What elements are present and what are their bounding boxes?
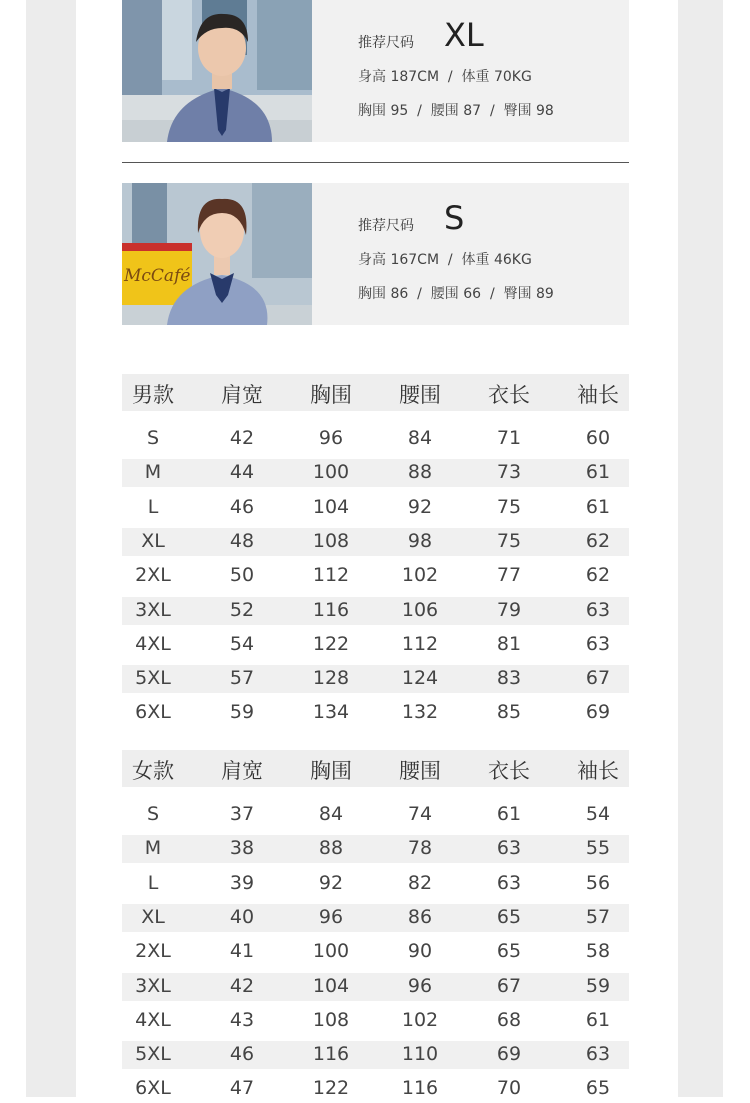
table-cell: 122 <box>312 633 350 655</box>
measurements-text: 胸围 86 / 腰围 66 / 臀围 89 <box>358 286 554 302</box>
table-cell: 90 <box>407 940 433 962</box>
table-cell: 39 <box>229 872 255 894</box>
table-header <box>122 750 629 787</box>
table-cell: 70 <box>496 1077 522 1099</box>
table-cell: 86 <box>407 906 433 928</box>
table-cell: 77 <box>496 564 522 586</box>
table-cell: 58 <box>585 940 611 962</box>
table-cell: 88 <box>318 837 344 859</box>
table-row <box>122 631 629 659</box>
table-cell: XL <box>141 906 165 928</box>
table-cell: 67 <box>585 667 611 689</box>
table-cell: 82 <box>407 872 433 894</box>
table-cell: M <box>144 461 162 483</box>
table-cell: 96 <box>407 975 433 997</box>
table-cell: S <box>146 803 160 825</box>
table-cell: 50 <box>229 564 255 586</box>
column-header: 腰围 <box>399 383 441 407</box>
table-row <box>122 665 629 693</box>
table-row <box>122 801 629 829</box>
table-row <box>122 1041 629 1069</box>
table-cell: 5XL <box>135 667 171 689</box>
table-cell: 79 <box>496 599 522 621</box>
table-cell: 78 <box>407 837 433 859</box>
table-cell: 62 <box>585 530 611 552</box>
table-cell: 47 <box>229 1077 255 1099</box>
table-cell: 63 <box>585 1043 611 1065</box>
table-cell: 61 <box>585 496 611 518</box>
table-cell: 108 <box>312 1009 350 1031</box>
table-cell: S <box>146 427 160 449</box>
table-cell: 42 <box>229 975 255 997</box>
recommended-size-label: 推荐尺码 <box>358 35 414 51</box>
table-cell: 132 <box>401 701 439 723</box>
table-cell: 59 <box>229 701 255 723</box>
table-cell: L <box>147 496 159 518</box>
table-row <box>122 459 629 487</box>
table-cell: 108 <box>312 530 350 552</box>
table-cell: 100 <box>312 940 350 962</box>
table-cell: 61 <box>496 803 522 825</box>
table-cell: 92 <box>318 872 344 894</box>
table-cell: 56 <box>585 872 611 894</box>
table-cell: 40 <box>229 906 255 928</box>
content-panel <box>76 0 678 1097</box>
column-header: 肩宽 <box>221 759 263 783</box>
table-cell: 81 <box>496 633 522 655</box>
table-cell: 52 <box>229 599 255 621</box>
table-row <box>122 425 629 453</box>
column-header: 肩宽 <box>221 383 263 407</box>
table-cell: 3XL <box>135 599 171 621</box>
table-cell: 96 <box>318 906 344 928</box>
table-cell: 85 <box>496 701 522 723</box>
table-cell: 96 <box>318 427 344 449</box>
table-cell: 54 <box>229 633 255 655</box>
table-cell: 2XL <box>135 940 171 962</box>
table-cell: 2XL <box>135 564 171 586</box>
table-row <box>122 528 629 556</box>
table-cell: 61 <box>585 461 611 483</box>
table-row <box>122 1007 629 1035</box>
table-cell: 65 <box>585 1077 611 1099</box>
table-cell: 46 <box>229 496 255 518</box>
table-cell: 75 <box>496 530 522 552</box>
table-cell: 104 <box>312 496 350 518</box>
table-cell: 59 <box>585 975 611 997</box>
table-cell: 67 <box>496 975 522 997</box>
section-divider <box>122 162 629 163</box>
table-row <box>122 973 629 1001</box>
table-cell: 92 <box>407 496 433 518</box>
table-cell: 100 <box>312 461 350 483</box>
table-cell: 55 <box>585 837 611 859</box>
height-weight-text: 身高 187CM / 体重 70KG <box>358 69 532 85</box>
table-cell: 37 <box>229 803 255 825</box>
table-cell: 128 <box>312 667 350 689</box>
table-cell: 68 <box>496 1009 522 1031</box>
table-cell: 102 <box>401 564 439 586</box>
column-header: 胸围 <box>310 383 352 407</box>
column-header: 腰围 <box>399 759 441 783</box>
table-cell: 41 <box>229 940 255 962</box>
table-cell: XL <box>141 530 165 552</box>
table-cell: 84 <box>318 803 344 825</box>
table-cell: 4XL <box>135 1009 171 1031</box>
table-cell: 6XL <box>135 1077 171 1099</box>
female-size-info <box>358 183 629 325</box>
column-header: 衣长 <box>488 383 530 407</box>
table-cell: 110 <box>401 1043 439 1065</box>
table-cell: 63 <box>585 599 611 621</box>
table-cell: 83 <box>496 667 522 689</box>
recommended-size-value: S <box>444 199 465 237</box>
table-cell: 5XL <box>135 1043 171 1065</box>
column-header: 袖长 <box>577 383 619 407</box>
table-cell: 44 <box>229 461 255 483</box>
table-cell: 38 <box>229 837 255 859</box>
table-cell: 60 <box>585 427 611 449</box>
table-row <box>122 904 629 932</box>
table-row <box>122 597 629 625</box>
measurements-text: 胸围 95 / 腰围 87 / 臀围 98 <box>358 103 554 119</box>
table-cell: 124 <box>401 667 439 689</box>
recommended-size-value: XL <box>444 16 484 54</box>
table-cell: 65 <box>496 940 522 962</box>
table-row <box>122 1075 629 1103</box>
table-cell: 134 <box>312 701 350 723</box>
table-cell: 57 <box>585 906 611 928</box>
table-row <box>122 938 629 966</box>
female-model-photo <box>122 183 312 325</box>
column-header: 女款 <box>132 759 174 783</box>
table-row <box>122 699 629 727</box>
column-header: 衣长 <box>488 759 530 783</box>
table-cell: 4XL <box>135 633 171 655</box>
table-cell: 112 <box>312 564 350 586</box>
table-cell: 116 <box>401 1077 439 1099</box>
table-cell: 75 <box>496 496 522 518</box>
table-cell: 63 <box>496 837 522 859</box>
table-cell: 102 <box>401 1009 439 1031</box>
table-row <box>122 494 629 522</box>
table-row <box>122 835 629 863</box>
table-cell: 61 <box>585 1009 611 1031</box>
table-cell: 84 <box>407 427 433 449</box>
table-cell: 106 <box>401 599 439 621</box>
table-cell: 57 <box>229 667 255 689</box>
table-cell: 43 <box>229 1009 255 1031</box>
table-cell: 48 <box>229 530 255 552</box>
mccafe-sign: McCafé <box>124 266 191 286</box>
male-size-info <box>358 0 629 142</box>
right-border-strip <box>678 0 723 1097</box>
table-cell: 122 <box>312 1077 350 1099</box>
table-cell: 98 <box>407 530 433 552</box>
table-cell: 71 <box>496 427 522 449</box>
column-header: 袖长 <box>577 759 619 783</box>
table-cell: 116 <box>312 599 350 621</box>
table-cell: 46 <box>229 1043 255 1065</box>
column-header: 男款 <box>132 383 174 407</box>
height-weight-text: 身高 167CM / 体重 46KG <box>358 252 532 268</box>
table-cell: 63 <box>496 872 522 894</box>
table-header <box>122 374 629 411</box>
table-cell: 63 <box>585 633 611 655</box>
male-model-photo <box>122 0 312 142</box>
table-cell: 62 <box>585 564 611 586</box>
recommended-size-label: 推荐尺码 <box>358 218 414 234</box>
table-cell: 6XL <box>135 701 171 723</box>
table-cell: 69 <box>496 1043 522 1065</box>
table-cell: 65 <box>496 906 522 928</box>
male-model-card <box>122 0 629 142</box>
table-cell: L <box>147 872 159 894</box>
female-model-card <box>122 183 629 325</box>
table-cell: 69 <box>585 701 611 723</box>
table-cell: 73 <box>496 461 522 483</box>
table-cell: M <box>144 837 162 859</box>
table-row <box>122 562 629 590</box>
table-cell: 3XL <box>135 975 171 997</box>
table-cell: 112 <box>401 633 439 655</box>
table-cell: 116 <box>312 1043 350 1065</box>
table-cell: 104 <box>312 975 350 997</box>
left-border-strip <box>26 0 76 1097</box>
table-cell: 42 <box>229 427 255 449</box>
table-row <box>122 870 629 898</box>
table-cell: 88 <box>407 461 433 483</box>
table-cell: 54 <box>585 803 611 825</box>
column-header: 胸围 <box>310 759 352 783</box>
table-cell: 74 <box>407 803 433 825</box>
